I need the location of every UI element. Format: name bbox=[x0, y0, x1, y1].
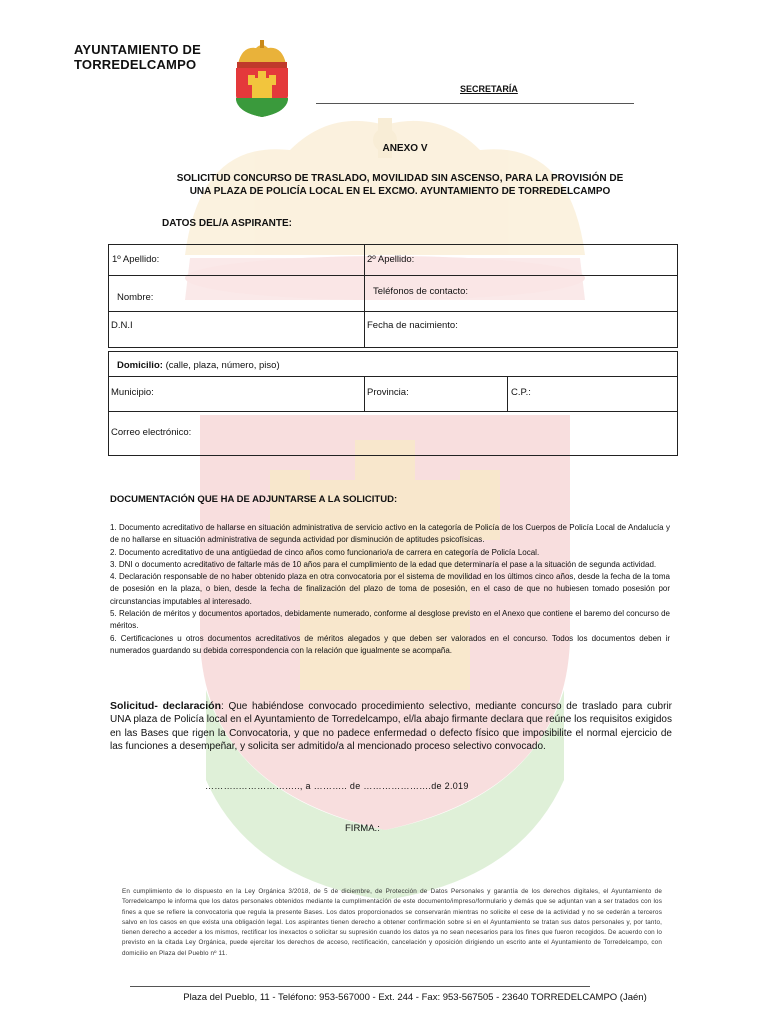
legal-notice bbox=[110, 887, 662, 959]
coat-of-arms-logo bbox=[228, 40, 296, 118]
surname1-field[interactable]: 1º Apellido: bbox=[112, 254, 160, 265]
documentation-heading: DOCUMENTACIÓN QUE HA DE ADJUNTARSE A LA SOLICITUD: bbox=[110, 494, 398, 505]
postal-code-field[interactable]: C.P.: bbox=[511, 387, 531, 398]
declaration-text: : Que habiéndose convocado procedimiento selectivo, mediante concurso de traslado para cubrir UNA plaza de Policía local en el Ayuntamiento de Torredelcampo, el/la abajo firmante declara que reúne los requisitos exigidos en las Bases que rigen la Convocatoria, y que no padece enfermedad o defecto físico que imposibilite el normal ejercicio de las funciones a desempeñar, y solicita ser admitido/a al mencionado proceso selectivo convocado. bbox=[110, 701, 672, 753]
documents-list bbox=[110, 522, 670, 657]
annex-label: ANEXO V bbox=[382, 143, 428, 154]
applicant-heading: DATOS DEL/A ASPIRANTE: bbox=[162, 218, 293, 229]
title-line-1: SOLICITUD CONCURSO DE TRASLADO, MOVILIDAD SIN ASCENSO, PARA LA PROVISIÓN DE bbox=[176, 173, 624, 184]
date-line[interactable]: ………..……………….., a ……….. de ………………….de 2.019 bbox=[205, 781, 469, 791]
document-item: 4. Declaración responsable de no haber obtenido plaza en otra convocatoria por el sistema de movilidad en los últimos cinco años, desde la fecha de la toma de posesión en la plaza, o bien, desde la fecha de finalización del plazo de toma de posesión, en el caso de que no hubiesen tomado posesión por circunstancias imputables al interesado. bbox=[110, 572, 670, 606]
footer-divider bbox=[130, 986, 590, 987]
birthdate-field[interactable]: Fecha de nacimiento: bbox=[367, 320, 458, 331]
document-item: 5. Relación de méritos y documentos aportados, debidamente numerado, conforme al desglose previsto en el Anexo que contiene el baremo del concurso de méritos. bbox=[110, 609, 670, 631]
name-field[interactable]: Nombre: bbox=[117, 292, 154, 303]
org-line-1: AYUNTAMIENTO DE bbox=[74, 42, 201, 57]
declaration-label: Solicitud- declaración bbox=[110, 700, 221, 712]
address-hint: (calle, plaza, número, piso) bbox=[165, 360, 280, 371]
document-item: 1. Documento acreditativo de hallarse en situación administrativa de servicio activo en la categoría de Policía de los Cuerpos de Policía Local de Andalucía y de no hallarse en situación administrativa de segunda actividad por disminución de aptitudes psicofísicas. bbox=[110, 523, 670, 545]
department-title: SECRETARÍA bbox=[460, 84, 518, 94]
footer-address: Plaza del Pueblo, 11 - Teléfono: 953-567000 - Ext. 244 - Fax: 953-567505 - 23640 TORREDELCAMPO (Jaén) bbox=[183, 992, 647, 1003]
email-field[interactable]: Correo electrónico: bbox=[111, 427, 192, 438]
organization-name bbox=[74, 42, 201, 72]
document-title bbox=[120, 172, 680, 198]
document-item: 6. Certificaciones u otros documentos acreditativos de méritos alegados y que deben ser valorados en el concurso. Todos los documentos deben ir numerados guardando su debida correspondencia con la relación que igualmente se acompaña. bbox=[110, 633, 670, 655]
declaration bbox=[110, 700, 672, 754]
department-underline bbox=[316, 103, 634, 104]
province-field[interactable]: Provincia: bbox=[367, 387, 409, 398]
title-line-2: UNA PLAZA DE POLICÍA LOCAL EN EL EXCMO. AYUNTAMIENTO DE TORREDELCAMPO bbox=[189, 186, 611, 197]
org-line-2: TORREDELCAMPO bbox=[74, 57, 197, 72]
address-field[interactable] bbox=[117, 360, 280, 371]
signature-label[interactable]: FIRMA.: bbox=[345, 823, 380, 834]
document-item: 2. Documento acreditativo de una antigüedad de cinco años como funcionario/a de carrera en categoría de Policía Local. bbox=[110, 547, 540, 557]
phone-field[interactable]: Teléfonos de contacto: bbox=[373, 286, 469, 297]
document-item: 3. DNI o documento acreditativo de faltarle más de 10 años para el cumplimiento de la edad que determinaría el pase a la situación de segunda actividad. bbox=[110, 559, 657, 569]
dni-field[interactable]: D.N.I bbox=[111, 320, 133, 331]
address-label: Domicilio: bbox=[117, 360, 163, 371]
municipality-field[interactable]: Municipio: bbox=[111, 387, 154, 398]
surname2-field[interactable]: 2º Apellido: bbox=[367, 254, 415, 265]
legal-notice-text: En cumplimiento de lo dispuesto en la Ley Orgánica 3/2018, de 5 de diciembre, de Protección de Datos Personales y garantía de los derechos digitales, el Ayuntamiento de Torredelcampo le informa que los datos personales obtenidos mediante la cumplimentación de este documento/impreso/formulario y demás que se adjuntan van a ser tratados con los fines a que se refiere la convocatoria que regula la presente Bases. Los datos proporcionados se conservarán mientras no solicite el cese de la actividad y no se cederán a terceros salvo en los casos en que exista una obligación legal. Los aspirantes tienen derecho a obtener confirmación sobre si en el Ayuntamiento se tratan sus datos personales y, por tanto, tienen derecho a acceder a los mismos, rectificar los inexactos o solicitar su supresión cuando los datos ya no sean necesarios para los fines que fueron recogidos. De acuerdo con lo previsto en la citada Ley Orgánica, puede ejercitar los derechos de acceso, rectificación, cancelación y oposición dirigiendo un escrito ante el Ayuntamiento de Torredelcampo, con domicilio en Plaza del Pueblo nº 11. bbox=[122, 888, 662, 957]
